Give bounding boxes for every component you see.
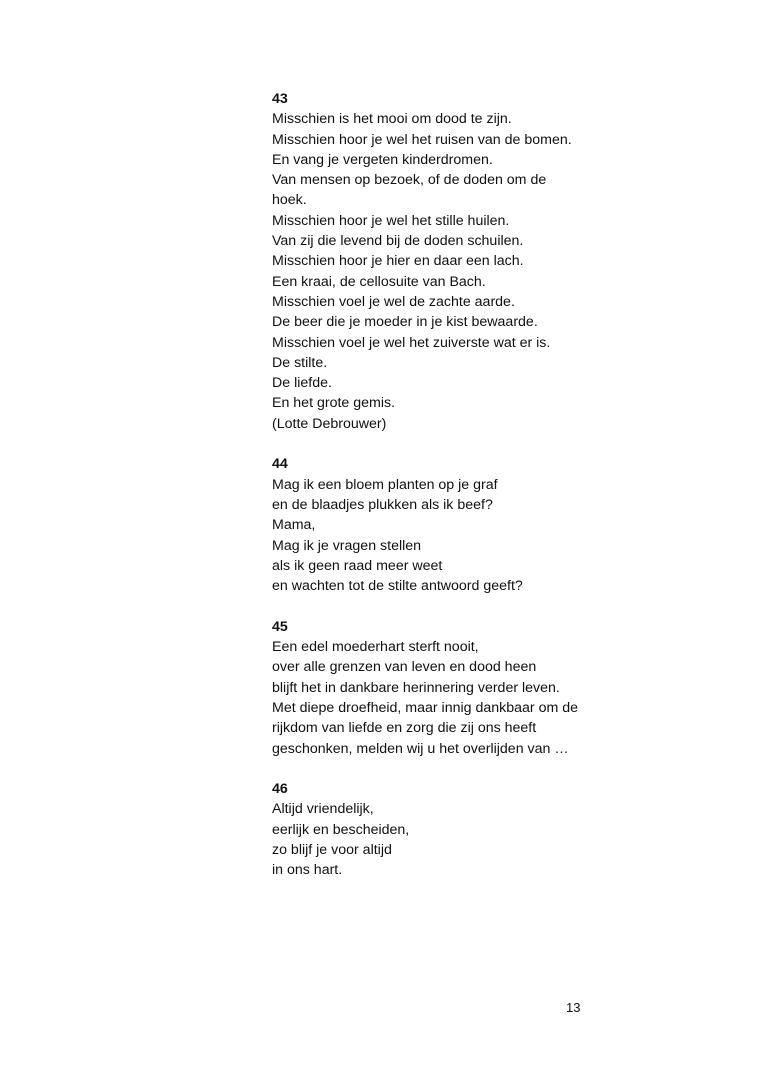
poem-line: Misschien voel je wel het zuiverste wat er is. (272, 334, 551, 351)
poem-line: De liefde. (272, 375, 332, 392)
poem-line: Misschien is het mooi om dood te zijn. (272, 111, 512, 128)
poem-line: Mama, (272, 517, 316, 534)
spacer (272, 596, 602, 616)
poem-line: De stilte. (272, 354, 328, 371)
poem-line: zo blijf je voor altijd (272, 841, 392, 858)
poem-line: blijft het in dankbare herinnering verder leven. (272, 679, 560, 696)
poem-line: Altijd vriendelijk, (272, 801, 374, 818)
poem-45 (272, 617, 602, 759)
poem-line: rijkdom van liefde en zorg die zij ons heeft (272, 720, 537, 737)
poem-line: en wachten tot de stilte antwoord geeft? (272, 578, 523, 595)
poem-line: En het grote gemis. (272, 395, 396, 412)
poem-line: als ik geen raad meer weet (272, 557, 443, 574)
poem-line: eerlijk en bescheiden, (272, 821, 410, 838)
page-number: 13 (566, 1000, 581, 1015)
poem-line: De beer die je moeder in je kist bewaarde. (272, 314, 538, 331)
poem-number: 46 (272, 781, 288, 798)
poem-line: hoek. (272, 192, 307, 209)
poem-line: Misschien voel je wel de zachte aarde. (272, 293, 515, 310)
poem-44 (272, 454, 602, 596)
poem-line: Van zij die levend bij de doden schuilen. (272, 233, 524, 250)
poem-line: in ons hart. (272, 862, 343, 879)
poem-line: geschonken, melden wij u het overlijden van … (272, 740, 569, 757)
poem-author: (Lotte Debrouwer) (272, 415, 387, 432)
poem-line: Misschien hoor je hier en daar een lach. (272, 253, 524, 270)
poem-line: Mag ik je vragen stellen (272, 537, 422, 554)
poem-number: 44 (272, 456, 288, 473)
poem-line: Mag ik een bloem planten op je graf (272, 476, 498, 493)
poem-line: En vang je vergeten kinderdromen. (272, 151, 493, 168)
poem-line: Met diepe droefheid, maar innig dankbaar om de (272, 699, 579, 716)
poem-line: Een kraai, de cellosuite van Bach. (272, 273, 486, 290)
poem-46 (272, 779, 602, 880)
poem-line: en de blaadjes plukken als ik beef? (272, 496, 493, 513)
spacer (272, 759, 602, 779)
poem-line: Een edel moederhart sterft nooit, (272, 639, 479, 656)
spacer (272, 434, 602, 454)
poem-43 (272, 89, 602, 434)
poem-number: 45 (272, 618, 288, 635)
poem-line: Misschien hoor je wel het ruisen van de bomen. (272, 131, 572, 148)
poem-line: Van mensen op bezoek, of de doden om de (272, 172, 547, 189)
poem-line: over alle grenzen van leven en dood heen (272, 659, 537, 676)
poem-number: 43 (272, 91, 288, 107)
page-content (272, 89, 602, 881)
poem-line: Misschien hoor je wel het stille huilen. (272, 212, 510, 229)
